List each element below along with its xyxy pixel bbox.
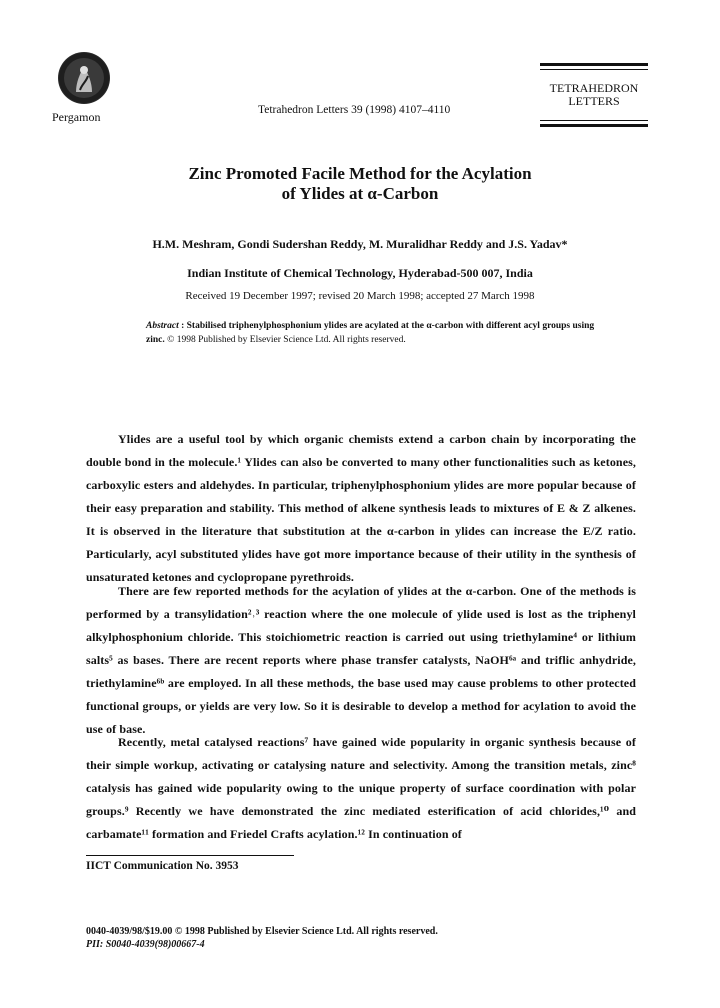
journal-reference: Tetrahedron Letters 39 (1998) 4107–4110	[258, 104, 451, 116]
title-line-2: of Ylides at α-Carbon	[281, 184, 439, 203]
header-rule-top	[540, 63, 648, 66]
footnote-divider	[86, 855, 294, 856]
received-dates: Received 19 December 1997; revised 20 March 1998; accepted 27 March 1998	[185, 290, 535, 302]
journal-name-line2: LETTERS	[568, 94, 620, 108]
body-paragraph-3: Recently, metal catalysed reactions⁷ have gained wide popularity in organic synthesis because of their simple workup, activating or catalysing nature and selectivity. Among the transition metals, zinc⁸ catalysis has gained wide popularity owing to the unique property of surface coordination with polar groups.⁹ Recently we have demonstrated the zinc mediated esterification of acid chlorides,¹⁰ and carbamate¹¹ formation and Friedel Crafts acylation.¹² In continuation of	[86, 735, 636, 841]
elsevier-tree-logo-icon	[58, 52, 110, 104]
authors: H.M. Meshram, Gondi Sudershan Reddy, M. Muralidhar Reddy and J.S. Yadav*	[152, 237, 568, 251]
body-paragraph-1: Ylides are a useful tool by which organic chemists extend a carbon chain by incorporating the double bond in the molecule.¹ Ylides can also be converted to many other functionalities such as ketones, carboxylic esters and aldehydes. In particular, triphenylphosphonium ylides are more popular because of their easy preparation and stability. This method of alkene synthesis leads to mixtures of E & Z alkenes. It is observed in the literature that substitution at the α-carbon in ylides can increase the E/Z ratio. Particularly, acyl substituted ylides have got more importance because of their utility in the synthesis of unsaturated ketones and cyclopropane pyrethroids.	[86, 432, 636, 584]
abstract-copyright: © 1998 Published by Elsevier Science Ltd. All rights reserved.	[167, 335, 406, 345]
footer-copyright	[86, 925, 438, 951]
article-title	[0, 164, 720, 204]
journal-name-line1: TETRAHEDRON	[549, 81, 639, 95]
publisher-name: Pergamon	[52, 110, 101, 124]
abstract-text: : Stabilised triphenylphosphonium ylides are acylated at the α-carbon with different acyl groups using zinc.	[146, 321, 595, 345]
abstract	[146, 319, 606, 347]
body-paragraph-2: There are few reported methods for the acylation of ylides at the α-carbon. One of the methods is performed by a transylidation²˒³ reaction where the one molecule of ylide used is lost as the triphenyl alkylphosphonium chloride. This stoichiometric reaction is carried out using triethylamine⁴ or lithium salts⁵ as bases. There are recent reports where phase transfer catalysts, NaOH⁶ᵃ and triflic anhydride, triethylamine⁶ᵇ are employed. In all these methods, the base used may cause problems to other protected functional groups, or yields are very low. So it is desirable to develop a method for acylation to avoid the use of base.	[86, 584, 636, 736]
header-rule-top-thin	[540, 69, 648, 70]
header-rule-bottom-thin	[540, 120, 648, 121]
footnote: IICT Communication No. 3953	[86, 860, 239, 872]
abstract-label: Abstract	[146, 321, 179, 331]
affiliation: Indian Institute of Chemical Technology, Hyderabad-500 007, India	[187, 266, 533, 280]
title-line-1: Zinc Promoted Facile Method for the Acylation	[188, 164, 532, 183]
journal-name	[540, 82, 648, 108]
issn-line: 0040-4039/98/$19.00 © 1998 Published by Elsevier Science Ltd. All rights reserved.	[86, 926, 438, 937]
header-rule-bottom	[540, 124, 648, 127]
pii-line: PII: S0040-4039(98)00667-4	[86, 939, 205, 950]
